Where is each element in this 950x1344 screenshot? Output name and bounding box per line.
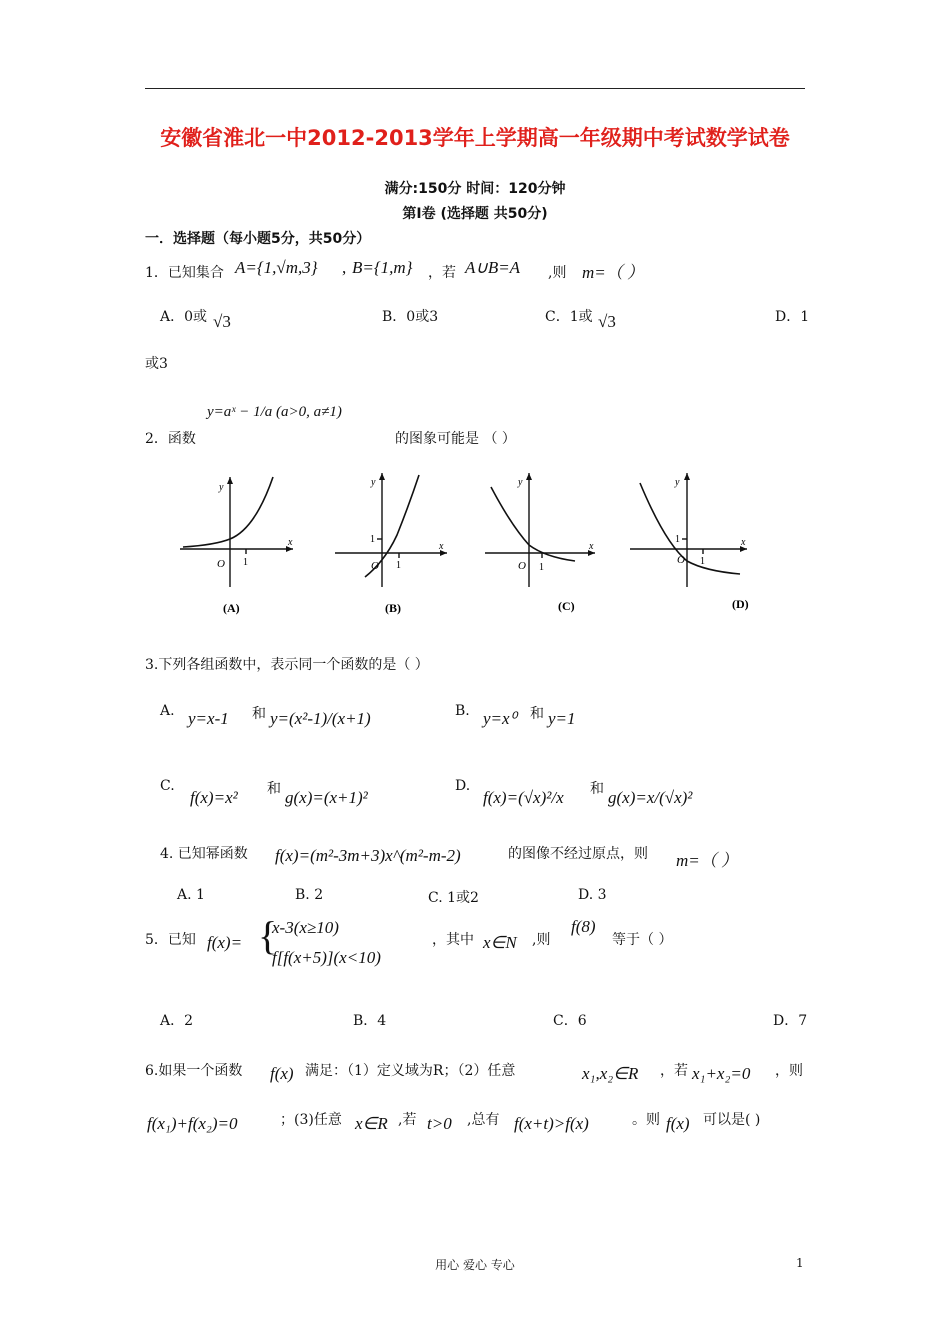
graph-b-one: 1 [396, 560, 401, 571]
q4-formula: f(x)=(m²-3m+3)x^(m²-m-2) [275, 846, 461, 865]
q6-line1-c: ，若 [660, 1063, 688, 1079]
q1-cond: A∪B=A [465, 258, 521, 277]
q1-option-c: C．1或 [545, 309, 593, 325]
q4-number: 4. 已知幂函数 [160, 846, 248, 862]
graph-c-x-label: x [589, 541, 594, 552]
page-title: 安徽省淮北一中2012-2013学年上学期高一年级期中考试数学试卷 [160, 126, 790, 150]
q3-option-b-f1: y=x⁰ [483, 709, 517, 728]
graph-b [335, 473, 447, 587]
graph-a-one: 1 [243, 557, 248, 568]
q6-line2-c: ,总有 [467, 1112, 500, 1128]
q1-option-a: A．0或 [160, 309, 208, 325]
graph-b-y-label: y [371, 477, 376, 488]
q3-option-d-f1: f(x)=(√x)²/x [483, 788, 564, 807]
q5-option-a: A．2 [160, 1013, 194, 1029]
graph-d-y-label: y [675, 477, 680, 488]
q5-f8: f(8) [571, 917, 596, 936]
footer-motto: 用心 爱心 专心 [435, 1258, 515, 1272]
graph-d [630, 473, 747, 587]
q6-line2-a: ；(3)任意 [280, 1112, 342, 1128]
graph-c-origin: O [518, 560, 526, 572]
q6-line1-a: 6.如果一个函数 [145, 1063, 243, 1079]
q5-number: 5．已知 [145, 932, 196, 948]
q6-line2-b: ,若 [398, 1112, 417, 1128]
q5-option-d: D．7 [773, 1013, 808, 1029]
q4-option-c: C. 1或2 [428, 890, 479, 906]
q1-ask: m=（ ） [582, 263, 644, 282]
q3-option-b-label: B. [455, 703, 470, 719]
q3-option-c-label: C. [160, 778, 175, 794]
graph-a-x-label: x [288, 537, 293, 548]
q2-formula: y=aˣ − 1/a (a>0, a≠1) [207, 404, 342, 420]
graph-d-origin: O [677, 554, 685, 566]
q6-line2-d: 。则 [632, 1112, 660, 1128]
q6-fx-2: f(x) [666, 1114, 690, 1133]
q5-case-2: f[f(x+5)](x<10) [272, 948, 381, 967]
q5-mid: ，其中 [432, 932, 474, 948]
volume-heading: 第Ⅰ卷 (选择题 共50分) [402, 206, 548, 222]
q4-option-a: A. 1 [177, 887, 205, 903]
q3-option-a-and: 和 [252, 706, 266, 722]
q3-option-c-f1: f(x)=x² [190, 788, 238, 807]
q1-set-a: A={1,√m,3} [235, 258, 318, 277]
q1-number: 1．已知集合 [145, 265, 224, 281]
q6-line1-d: ，则 [775, 1063, 803, 1079]
graph-c-y-label: y [518, 477, 523, 488]
graph-a [180, 477, 293, 587]
q1-option-a-value: √3 [213, 312, 231, 331]
q6-line1-b: 满足：（1）定义域为R；（2）任意 [305, 1063, 516, 1079]
q3-option-c-and: 和 [267, 781, 281, 797]
graph-c-one: 1 [539, 562, 544, 573]
graph-a-origin: O [217, 558, 225, 570]
graph-b-y-one: 1 [370, 534, 375, 545]
q1-set-b: B={1,m} [352, 258, 413, 277]
graph-c-label: (C) [558, 599, 575, 613]
q5-then: ,则 [532, 932, 551, 948]
graph-d-y-one: 1 [675, 534, 680, 545]
q1-cond-post: ,则 [548, 265, 567, 281]
q3-option-a-f2: y=(x²-1)/(x+1) [270, 709, 371, 728]
q3-option-b-f2: y=1 [548, 709, 576, 728]
q3-option-b-and: 和 [530, 706, 544, 722]
section-heading: 一．选择题（每小题5分，共50分） [145, 231, 371, 247]
graph-d-label: (D) [732, 597, 749, 611]
q6-ineq: f(x+t)>f(x) [514, 1114, 589, 1133]
q6-sum0: x₁+x₂=0 [692, 1064, 751, 1083]
q1-option-c-value: √3 [598, 312, 616, 331]
q2-number: 2．函数 [145, 431, 196, 447]
q6-x12: x₁,x₂∈R [582, 1064, 639, 1083]
q6-l2-f: f(x₁)+f(x₂)=0 [147, 1114, 238, 1133]
graph-a-label: (A) [223, 601, 240, 615]
q3-option-a-label: A. [160, 703, 175, 719]
q3-stem: 3.下列各组函数中，表示同一个函数的是（ ） [145, 657, 429, 673]
q6-t0: t>0 [427, 1114, 452, 1133]
q5-ask: 等于（ ） [612, 932, 673, 948]
q1-option-d-wrap: 或3 [145, 356, 168, 372]
q3-option-d-and: 和 [590, 781, 604, 797]
header-rule [145, 88, 805, 89]
q6-fx: f(x) [270, 1064, 294, 1083]
q5-f-lhs: f(x)= [207, 933, 243, 952]
q5-option-c: C．6 [553, 1013, 587, 1029]
graph-a-y-label: y [219, 482, 224, 493]
graph-d-x-label: x [741, 537, 746, 548]
q3-option-d-f2: g(x)=x/(√x)² [608, 788, 693, 807]
q3-option-a-f1: y=x-1 [188, 709, 229, 728]
score-time: 满分:150分 时间：120分钟 [384, 181, 566, 197]
graph-d-one: 1 [700, 556, 705, 567]
q2-ask: 的图象可能是 （ ） [395, 431, 516, 447]
q3-option-d-label: D. [455, 778, 471, 794]
q1-option-d: D．1 [775, 309, 810, 325]
q6-line2-e: 可以是( ) [703, 1112, 761, 1128]
graph-b-x-label: x [439, 541, 444, 552]
q2-graphs [175, 465, 775, 625]
q4-option-b: B. 2 [295, 887, 324, 903]
q5-domain: x∈N [483, 933, 517, 952]
page-number: 1 [796, 1256, 804, 1270]
q5-option-b: B．4 [353, 1013, 387, 1029]
graph-b-origin: O [371, 560, 379, 572]
q4-ask: m=（ ） [676, 851, 738, 870]
q1-cond-pre: ，若 [428, 265, 456, 281]
q4-post: 的图像不经过原点，则 [508, 846, 648, 862]
q5-brace: { [258, 913, 278, 958]
graph-b-label: (B) [385, 601, 401, 615]
q5-case-1: x-3(x≥10) [272, 918, 339, 937]
q1-option-b: B．0或3 [382, 309, 439, 325]
q3-option-c-f2: g(x)=(x+1)² [285, 788, 368, 807]
q6-xr: x∈R [355, 1114, 388, 1133]
q1-sep: , [342, 258, 347, 277]
q4-option-d: D. 3 [578, 887, 607, 903]
